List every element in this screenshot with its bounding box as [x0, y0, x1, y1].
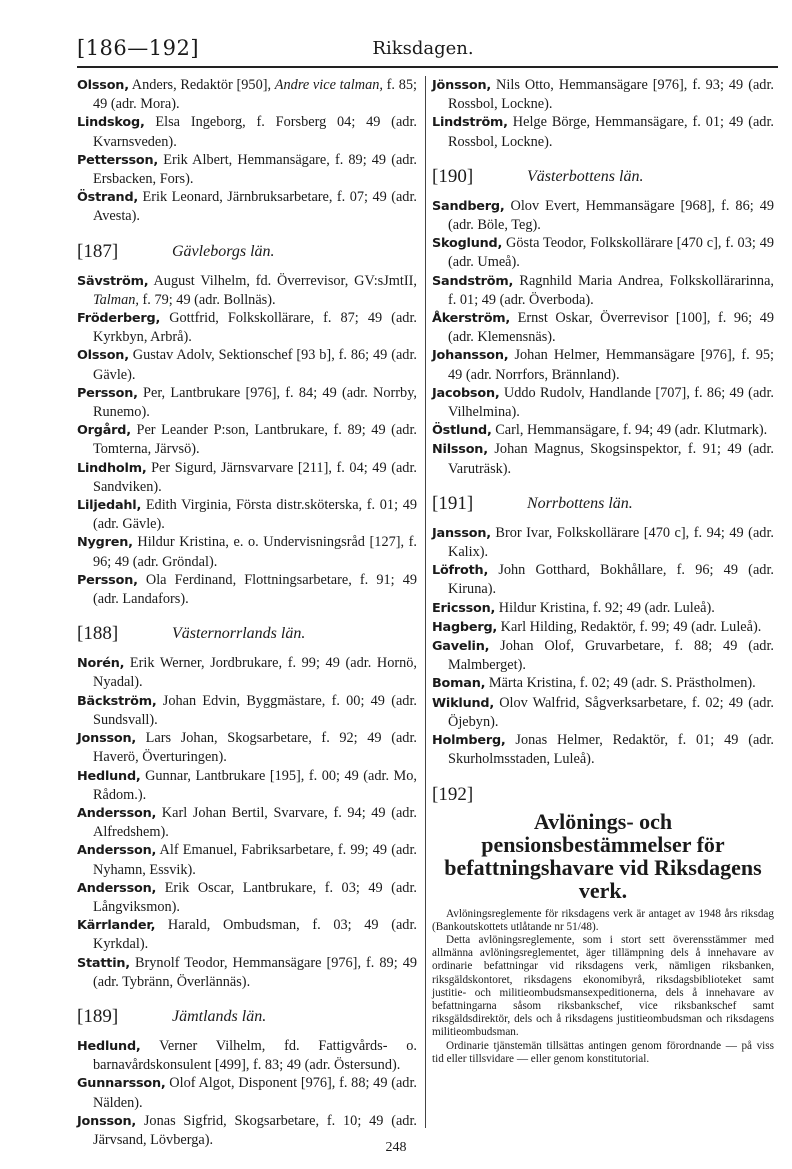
entry-surname: Sandberg,: [432, 198, 505, 214]
section-heading-189: [77, 1006, 417, 1030]
left-column: [77, 76, 417, 1149]
directory-entry: [432, 637, 774, 674]
entry-text: Olof Algot, Disponent [976], f. 88; 49 (adr. Nälden).: [93, 1075, 417, 1111]
entry-surname: Nygren,: [77, 535, 133, 551]
entry-surname: Åkerström,: [432, 311, 511, 327]
section-number: [190]: [432, 165, 474, 187]
directory-entry: [77, 654, 417, 691]
directory-entry: [77, 916, 417, 953]
directory-entry: [432, 76, 774, 113]
entry-list: [77, 654, 417, 991]
entry-surname: Orgård,: [77, 423, 131, 439]
section-heading-187: [77, 241, 417, 265]
directory-entry: [77, 384, 417, 421]
directory-entry: [77, 692, 417, 729]
entry-surname: Jonsson,: [77, 1113, 137, 1129]
entry-text: Ragnhild Maria Andrea, Folkskollärarinna, f. 01; 49 (adr. Överboda).: [448, 272, 774, 308]
directory-entry: [432, 384, 774, 421]
entry-list: [77, 272, 417, 609]
entry-surname: Skoglund,: [432, 236, 503, 252]
directory-entry: [77, 954, 417, 991]
entry-surname: Gavelin,: [432, 639, 490, 655]
entry-surname: Lindskog,: [77, 115, 145, 131]
entry-surname: Norén,: [77, 656, 125, 672]
directory-entry: [77, 76, 417, 113]
running-head: Riksdagen.: [372, 38, 474, 59]
entry-surname: Bäckström,: [77, 693, 157, 709]
entry-surname: Fröderberg,: [77, 311, 161, 327]
entry-text: Olov Evert, Hemmansägare [968], f. 86; 49 (adr. Böle, Teg).: [448, 197, 774, 234]
entry-text: Jonas Helmer, Redaktör, f. 01; 49 (adr. Skurholmsstaden, Luleå).: [448, 732, 774, 768]
page-range: [186—192]: [77, 36, 200, 60]
directory-entry: [77, 767, 417, 804]
entry-text: Johan Olof, Gruvarbetare, f. 88; 49 (adr. Malmberget).: [448, 638, 774, 674]
column-divider: [425, 76, 426, 1128]
section-number: [192]: [432, 783, 474, 805]
entry-text: Harald, Ombudsman, f. 03; 49 (adr. Kyrkdal).: [93, 917, 417, 953]
directory-entry: [432, 346, 774, 383]
entry-surname: Lindström,: [432, 115, 508, 131]
entry-text: Helge Börge, Hemmansägare, f. 01; 49 (adr. Rossbol, Lockne).: [448, 114, 774, 150]
entry-text: Per Sigurd, Järnsvarvare [211], f. 04; 49 (adr. Sandviken).: [93, 459, 417, 495]
entry-surname: Johansson,: [432, 348, 509, 364]
body-paragraph: Avlöningsreglemente för riksdagens verk är antaget av 1948 års riksdag (Bankoutskottets utlåtande nr 51/48).: [432, 907, 774, 933]
entry-text: Lars Johan, Skogsarbetare, f. 92; 49 (adr. Haverö, Överturingen).: [93, 730, 417, 766]
entry-surname: Persson,: [77, 385, 138, 401]
entry-surname: Persson,: [77, 572, 138, 588]
directory-entry: [77, 188, 417, 225]
entry-list: [432, 76, 774, 151]
entry-surname: Lindholm,: [77, 460, 147, 476]
entry-text: Per Leander P:son, Lantbrukare, f. 89; 49 (adr. Tomterna, Järvsö).: [93, 422, 417, 458]
entry-title-italic: Andre vice talman,: [274, 77, 383, 93]
section-title: Norrbottens län.: [527, 494, 633, 512]
page-header: [77, 36, 769, 62]
entry-surname: Stattin,: [77, 955, 130, 971]
entry-text: Bror Ivar, Folkskollärare [470 c], f. 94; 49 (adr. Kalix).: [448, 524, 774, 561]
directory-entry: [432, 113, 774, 150]
entry-text: John Gotthard, Bokhållare, f. 96; 49 (adr. Kiruna).: [448, 562, 774, 598]
entry-text: Erik Albert, Hemmansägare, f. 89; 49 (adr. Ersbacken, Fors).: [93, 151, 417, 188]
entry-text: Hildur Kristina, e. o. Undervisningsråd [127], f. 96; 49 (adr. Gröndal).: [93, 534, 417, 570]
entry-surname: Gunnarsson,: [77, 1076, 166, 1092]
header-rule: [77, 66, 778, 68]
directory-entry: [77, 1074, 417, 1111]
directory-entry: [77, 459, 417, 496]
section-heading-190: [432, 166, 774, 190]
directory-entry: [432, 309, 774, 346]
directory-entry: [77, 272, 417, 309]
entry-text: Karl Johan Bertil, Svarvare, f. 94; 49 (adr. Alfredshem).: [93, 804, 417, 841]
entry-text: f. 79; 49 (adr. Bollnäs).: [138, 291, 276, 308]
entry-surname: Wiklund,: [432, 695, 495, 711]
directory-entry: [432, 674, 774, 693]
entry-surname: Holmberg,: [432, 733, 506, 749]
entry-surname: Jönsson,: [432, 78, 492, 93]
entry-text: Johan Helmer, Hemmansägare [976], f. 95; 49 (adr. Norrfors, Brännland).: [448, 347, 774, 383]
directory-entry: [432, 440, 774, 477]
entry-text: Brynolf Teodor, Hemmansägare [976], f. 89; 49 (adr. Tybränn, Överlännäs).: [93, 954, 417, 990]
directory-entry: [77, 879, 417, 916]
entry-surname: Hedlund,: [77, 768, 141, 784]
body-paragraph: Detta avlöningsreglemente, som i stort sett överensstämmer med allmänna avlöningsreglementet, äger tillämpning dels å innehavare av ordinarie befattningar vid riksdagens verk, nämligen riksbanken, riksgäldskontoret, riksdagens ekonomibyrå, riksdagsbiblioteket samt justitie- och militieombudsmansexpeditionerna, dels å innehavare av befattningarna såsom riksbankschef, vice riksbankschef samt riksgäldsdirektör, dels och å riksdagens justitieombudsman och riksdagens militieombudsman.: [432, 933, 774, 1039]
entry-surname: Pettersson,: [77, 152, 159, 168]
directory-entry: [77, 1037, 417, 1074]
directory-entry: [432, 421, 774, 440]
entry-surname: Jacobson,: [432, 385, 500, 401]
entry-text: Olov Walfrid, Sågverksarbetare, f. 02; 49 (adr. Öjebyn).: [448, 694, 774, 730]
entry-list: [432, 197, 774, 478]
entry-text: Nils Otto, Hemmansägare [976], f. 93; 49 (adr. Rossbol, Lockne).: [448, 77, 774, 113]
entry-surname: Jonsson,: [77, 731, 137, 747]
directory-entry: [432, 618, 774, 637]
body-paragraph: Ordinarie tjänstemän tillsättas antingen genom förordnande — på viss tid eller tillsvidare — eller genom konstitutorial.: [432, 1039, 774, 1065]
entry-text: Jonas Sigfrid, Skogsarbetare, f. 10; 49 (adr. Järvsand, Lövberga).: [93, 1112, 417, 1148]
entry-title-italic: Talman,: [93, 291, 139, 308]
entry-text: Erik Leonard, Järnbruksarbetare, f. 07; 49 (adr. Avesta).: [93, 189, 417, 225]
directory-entry: [77, 841, 417, 878]
directory-entry: [77, 421, 417, 458]
section-heading-191: [432, 493, 774, 517]
entry-surname: Boman,: [432, 676, 486, 692]
entry-surname: Ericsson,: [432, 600, 496, 616]
entry-surname: Östrand,: [77, 190, 139, 206]
directory-entry: [432, 694, 774, 731]
section-heading-188: [77, 623, 417, 647]
directory-entry: [77, 346, 417, 383]
entry-surname: Andersson,: [77, 880, 157, 896]
entry-text: Uddo Rudolv, Handlande [707], f. 86; 49 (adr. Vilhelmina).: [448, 384, 774, 421]
entry-surname: Jansson,: [432, 525, 491, 541]
entry-text: Karl Hilding, Redaktör, f. 99; 49 (adr. Luleå).: [497, 618, 762, 635]
entry-surname: Olsson,: [77, 78, 129, 93]
entry-text: Märta Kristina, f. 02; 49 (adr. S. Prästholmen).: [485, 675, 756, 692]
entry-text: Erik Werner, Jordbrukare, f. 99; 49 (adr. Hornö, Nyadal).: [93, 655, 417, 691]
right-column: [432, 76, 774, 1066]
section-number: [188]: [77, 623, 119, 645]
section-number: [187]: [77, 240, 119, 262]
entry-surname: Löfroth,: [432, 563, 489, 579]
entry-text: Erik Oscar, Lantbrukare, f. 03; 49 (adr. Långviksmon).: [93, 879, 417, 915]
entry-surname: Sandström,: [432, 273, 514, 289]
entry-text: Gustav Adolv, Sektionschef [93 b], f. 86; 49 (adr. Gävle).: [93, 347, 417, 383]
directory-entry: [432, 599, 774, 618]
entry-surname: Andersson,: [77, 843, 157, 859]
section-number: [189]: [77, 1005, 119, 1027]
directory-entry: [432, 524, 774, 561]
section-title: Jämtlands län.: [172, 1007, 267, 1025]
section-title: Västernorrlands län.: [172, 625, 306, 643]
entry-surname: Kärrlander,: [77, 918, 156, 934]
entry-text: Gottfrid, Folkskollärare, f. 87; 49 (adr. Kyrkbyn, Arbrå).: [93, 310, 417, 346]
directory-entry: [77, 571, 417, 608]
directory-entry: [432, 561, 774, 598]
section-title: Västerbottens län.: [527, 167, 644, 185]
directory-entry: [432, 731, 774, 768]
entry-text: Alf Emanuel, Fabriksarbetare, f. 99; 49 (adr. Nyhamn, Essvik).: [93, 842, 417, 878]
directory-entry: [77, 151, 417, 188]
directory-entry: [77, 533, 417, 570]
entry-surname: Nilsson,: [432, 442, 488, 458]
entry-surname: Olsson,: [77, 348, 129, 364]
entry-surname: Sävström,: [77, 273, 149, 289]
directory-entry: [432, 272, 774, 309]
section-heading-192: [432, 784, 774, 808]
entry-text: Verner Vilhelm, fd. Fattigvårds- o. barnavårdskonsulent [499], f. 83; 49 (adr. Östersund).: [93, 1037, 417, 1074]
entry-list: [77, 76, 417, 226]
section-title: Gävleborgs län.: [172, 242, 275, 260]
page-number: 248: [385, 1140, 407, 1155]
entry-text: Carl, Hemmansägare, f. 94; 49 (adr. Klutmark).: [491, 422, 768, 439]
entry-text: Ola Ferdinand, Flottningsarbetare, f. 91; 49 (adr. Landafors).: [93, 571, 417, 608]
entry-text: August Vilhelm, fd. Överrevisor, GV:sJmtII,: [148, 272, 417, 289]
entry-surname: Andersson,: [77, 805, 157, 821]
entry-text: Johan Magnus, Skogsinspektor, f. 91; 49 (adr. Varuträsk).: [448, 441, 774, 477]
entry-surname: Hagberg,: [432, 619, 498, 635]
entry-text: Per, Lantbrukare [976], f. 84; 49 (adr. Norrby, Runemo).: [93, 384, 417, 421]
directory-entry: [77, 496, 417, 533]
entry-surname: Östlund,: [432, 423, 492, 439]
entry-surname: Liljedahl,: [77, 498, 142, 514]
entry-list: [77, 1037, 417, 1149]
entry-text: f. 85; 49 (adr. Mora).: [93, 77, 417, 113]
section-number: [191]: [432, 492, 474, 514]
entry-list: [432, 524, 774, 769]
directory-entry: [77, 113, 417, 150]
directory-entry: [432, 234, 774, 271]
entry-text: Hildur Kristina, f. 92; 49 (adr. Luleå).: [495, 599, 715, 616]
chapter-title: Avlönings- och pensionsbestämmelser för befattningshavare vid Riksdagens verk.: [444, 808, 762, 903]
entry-text: Johan Edvin, Byggmästare, f. 00; 49 (adr. Sundsvall).: [93, 692, 417, 728]
entry-text: Gösta Teodor, Folkskollärare [470 c], f. 03; 49 (adr. Umeå).: [448, 235, 774, 271]
directory-entry: [432, 197, 774, 234]
entry-text: Anders, Redaktör [950],: [128, 77, 275, 93]
directory-entry: [77, 729, 417, 766]
directory-entry: [77, 804, 417, 841]
directory-entry: [77, 309, 417, 346]
entry-text: Gunnar, Lantbrukare [195], f. 00; 49 (adr. Mo, Rådom.).: [93, 767, 417, 803]
entry-text: Ernst Oskar, Överrevisor [100], f. 96; 49 (adr. Klemensnäs).: [448, 310, 774, 346]
entry-text: Edith Virginia, Första distr.sköterska, f. 01; 49 (adr. Gävle).: [93, 497, 417, 533]
entry-text: Elsa Ingeborg, f. Forsberg 04; 49 (adr. Kvarnsveden).: [93, 114, 417, 150]
entry-surname: Hedlund,: [77, 1038, 141, 1054]
